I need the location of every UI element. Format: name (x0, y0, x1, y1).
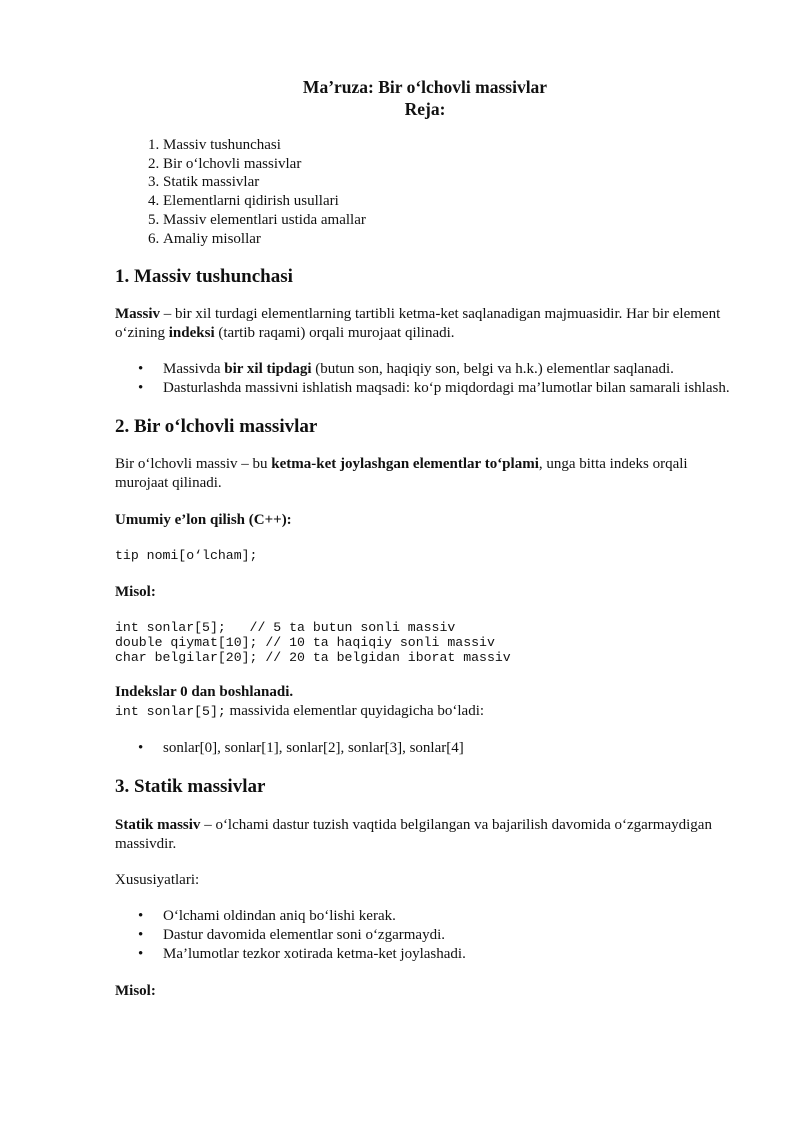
section-heading-3: 3. Statik massivlar (115, 776, 266, 798)
example-label: Misol: (115, 583, 156, 600)
declaration-code: tip nomi[o‘lcham]; (115, 548, 258, 564)
section-heading-1: 1. Massiv tushunchasi (115, 266, 293, 288)
plan-item: 4. Elementlarni qidirish usullari (163, 192, 735, 211)
list-item: • Dasturlashda massivni ishlatish maqsadi: ko‘p miqdordagi ma’lumotlar bilan samarali ishlash. (163, 379, 735, 398)
index-label: Indekslar 0 dan boshlanadi. (115, 684, 294, 701)
section1-bullets (115, 360, 735, 398)
paragraph-text: (tartib raqami) orqali murojaat qilinadi. (214, 325, 455, 342)
inline-code: int sonlar[5]; (115, 704, 226, 720)
index-bullets (115, 739, 735, 758)
plan-item: 3. Statik massivlar (163, 173, 735, 192)
example-code: int sonlar[5]; // 5 ta butun sonli massiv double qiymat[10]; // 10 ta haqiqiy sonli massiv char belgilar[20]; // 20 ta belgidan iborat massiv (115, 619, 511, 666)
features-list (115, 907, 735, 964)
plan-item: 5. Massiv elementlari ustida amallar (163, 211, 735, 230)
bold-term: Statik massiv (115, 817, 201, 834)
section3-paragraph: Statik massiv – o‘lchami dastur tuzish vaqtida belgilangan va bajarilish davomida o‘zgarmaydigan massivdir. (115, 817, 712, 853)
document-title: Ma’ruza: Bir o‘lchovli massivlar (302, 77, 548, 97)
plan-list (115, 136, 735, 248)
plan-item: 1. Massiv tushunchasi (163, 136, 735, 155)
bold-term: indeksi (168, 325, 215, 342)
document-page (115, 76, 735, 1001)
index-paragraph: int sonlar[5]; massivida elementlar quyidagicha bo‘ladi: (115, 703, 485, 720)
section-heading-2: 2. Bir o‘lchovli massivlar (115, 416, 318, 438)
title-block (115, 76, 735, 120)
bold-term: Massiv (115, 306, 160, 323)
list-item: • sonlar[0], sonlar[1], sonlar[2], sonlar[3], sonlar[4] (163, 739, 735, 758)
bold-term: bir xil tipdagi (224, 361, 312, 378)
bold-term: ketma-ket joylashgan elementlar to‘plami (271, 456, 539, 473)
features-label: Xususiyatlari: (115, 872, 200, 889)
section1-paragraph (115, 305, 735, 343)
paragraph-text: – bir xil turdagi elementlarning tartibli ketma-ket saqlanadigan majmuasidir. Har bir element o‘zining (115, 306, 721, 342)
plan-item: 2. Bir o‘lchovli massivlar (163, 155, 735, 174)
example-label-2: Misol: (115, 983, 156, 1000)
declaration-label: Umumiy e’lon qilish (C++): (115, 512, 292, 529)
list-item: • O‘lchami oldindan aniq bo‘lishi kerak. (163, 907, 735, 926)
plan-heading: Reja: (404, 99, 446, 119)
list-item: • Ma’lumotlar tezkor xotirada ketma-ket joylashadi. (163, 945, 735, 964)
list-item: • Dastur davomida elementlar soni o‘zgarmaydi. (163, 926, 735, 945)
list-item: • Massivda bir xil tipdagi (butun son, haqiqiy son, belgi va h.k.) elementlar saqlanadi. (163, 360, 735, 379)
plan-item: 6. Amaliy misollar (163, 230, 735, 249)
section2-paragraph: Bir o‘lchovli massiv – bu ketma-ket joylashgan elementlar to‘plami, unga bitta indeks orqali murojaat qilinadi. (115, 456, 688, 492)
